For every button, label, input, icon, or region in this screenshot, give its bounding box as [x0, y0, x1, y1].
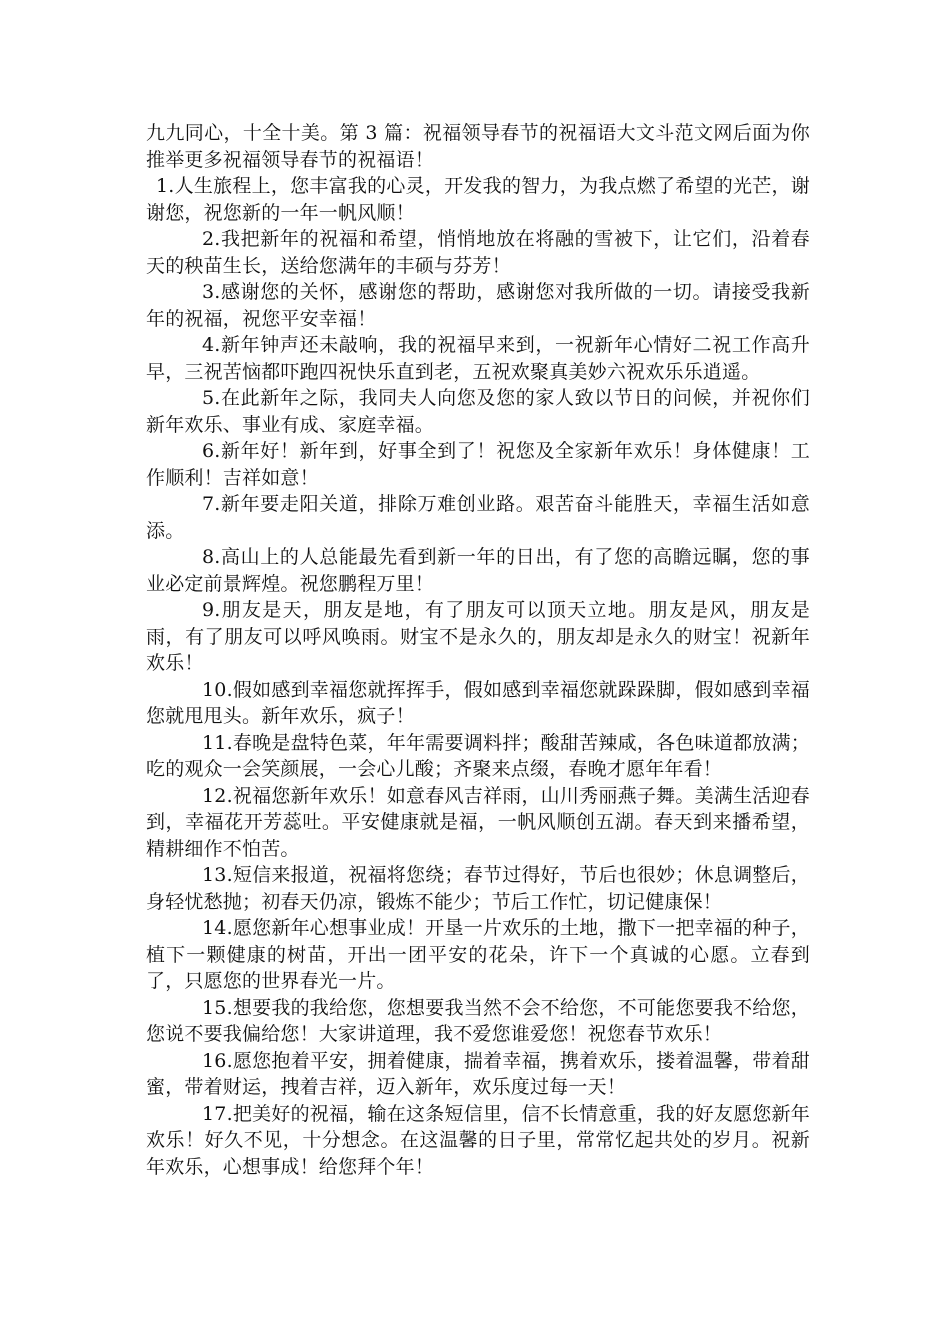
- wish-item-4: 4.新年钟声还未敲响，我的祝福早来到，一祝新年心情好二祝工作高升早，三祝苦恼都吓跑四祝快乐直到老，五祝欢聚真美妙六祝欢乐乐逍遥。: [146, 334, 810, 383]
- document-body: [146, 120, 810, 1180]
- wish-item-15: 15.想要我的我给您，您想要我当然不会不给您，不可能您要我不给您，您说不要我偏给您！大家讲道理，我不爱您谁爱您！祝您春节欢乐！: [146, 996, 810, 1045]
- wish-item-6: 6.新年好！新年到，好事全到了！祝您及全家新年欢乐！身体健康！工作顺利！吉祥如意！: [146, 440, 810, 489]
- wish-item-12: 12.祝福您新年欢乐！如意春风吉祥雨，山川秀丽燕子舞。美满生活迎春到，幸福花开芳蕊吐。平安健康就是福，一帆风顺创五湖。春天到来播希望，精耕细作不怕苦。: [146, 784, 810, 860]
- wish-item-2: 2.我把新年的祝福和希望，悄悄地放在将融的雪被下，让它们，沿着春天的秧苗生长，送给您满年的丰硕与芬芳！: [146, 228, 810, 277]
- wish-item-14: 14.愿您新年心想事业成！开垦一片欢乐的土地，撒下一把幸福的种子，植下一颗健康的树苗，开出一团平安的花朵，许下一个真诚的心愿。立春到了，只愿您的世界春光一片。: [146, 917, 810, 992]
- wish-item-7: 7.新年要走阳关道，排除万难创业路。艰苦奋斗能胜天，幸福生活如意添。: [146, 493, 810, 542]
- wish-item-11: 11.春晚是盘特色菜，年年需要调料拌；酸甜苦辣咸，各色味道都放满；吃的观众一会笑颜展，一会心儿酸；齐聚来点缀，春晚才愿年年看！: [146, 731, 810, 780]
- wish-item-5: 5.在此新年之际，我同夫人向您及您的家人致以节日的问候，并祝你们新年欢乐、事业有成、家庭幸福。: [146, 387, 810, 436]
- wish-item-13: 13.短信来报道，祝福将您绕；春节过得好，节后也很妙；休息调整后，身轻忧愁抛；初春天仍凉，锻炼不能少；节后工作忙，切记健康保！: [146, 864, 810, 913]
- wish-item-17: 17.把美好的祝福，输在这条短信里，信不长情意重，我的好友愿您新年欢乐！好久不见，十分想念。在这温馨的日子里，常常忆起共处的岁月。祝新年欢乐，心想事成！给您拜个年！: [146, 1102, 810, 1178]
- intro-paragraph: 九九同心，十全十美。第 3 篇：祝福领导春节的祝福语大文斗范文网后面为你推举更多祝福领导春节的祝福语！: [146, 122, 810, 171]
- wish-item-10: 10.假如感到幸福您就挥挥手，假如感到幸福您就跺跺脚，假如感到幸福您就甩甩头。新年欢乐，疯子！: [146, 678, 810, 727]
- wish-item-8: 8.高山上的人总能最先看到新一年的日出，有了您的高瞻远瞩，您的事业必定前景辉煌。祝您鹏程万里！: [146, 546, 810, 595]
- wish-item-1: 1.人生旅程上，您丰富我的心灵，开发我的智力，为我点燃了希望的光芒，谢谢您，祝您新的一年一帆风顺！: [146, 175, 810, 224]
- wish-item-3: 3.感谢您的关怀，感谢您的帮助，感谢您对我所做的一切。请接受我新年的祝福，祝您平安幸福！: [146, 281, 810, 330]
- wish-item-16: 16.愿您抱着平安，拥着健康，揣着幸福，携着欢乐，搂着温馨，带着甜蜜，带着财运，拽着吉祥，迈入新年，欢乐度过每一天！: [146, 1049, 810, 1098]
- wish-item-9: 9.朋友是天，朋友是地，有了朋友可以顶天立地。朋友是风，朋友是雨，有了朋友可以呼风唤雨。财宝不是永久的，朋友却是永久的财宝！祝新年欢乐！: [146, 599, 810, 674]
